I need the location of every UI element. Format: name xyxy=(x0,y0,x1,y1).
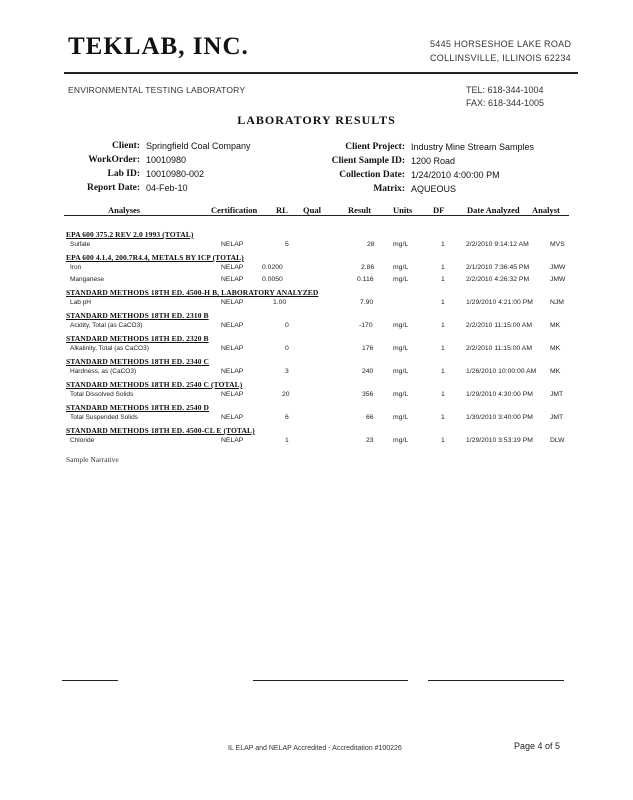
date-cell: 2/2/2010 11:15:00 AM xyxy=(466,345,533,352)
certification-cell: NELAP xyxy=(221,437,244,444)
date-cell: 2/2/2010 11:15:00 AM xyxy=(466,322,533,329)
df-cell: 1 xyxy=(441,437,445,444)
col-analyst: Analyst xyxy=(532,205,560,215)
certification-cell: NELAP xyxy=(221,276,244,283)
rl-cell: 6 xyxy=(285,414,289,421)
certification-cell: NELAP xyxy=(221,322,244,329)
fax: FAX: 618-344-1005 xyxy=(466,98,545,108)
accreditation-footer: IL ELAP and NELAP Accredited - Accreditation #100226 xyxy=(228,745,402,752)
sample-narrative: Sample Narrative xyxy=(66,455,119,464)
date-cell: 2/2/2010 4:26:32 PM xyxy=(466,276,530,283)
result-cell: -170 xyxy=(359,322,373,329)
df-cell: 1 xyxy=(441,241,445,248)
workorder-value: 10010980 xyxy=(146,155,187,165)
analyst-cell: JMW xyxy=(550,276,566,283)
units-cell: mg/L xyxy=(393,391,409,398)
units-cell: mg/L xyxy=(393,345,409,352)
col-units: Units xyxy=(393,205,413,215)
header-rule xyxy=(64,72,578,74)
certification-cell: NELAP xyxy=(221,264,244,271)
col-qual: Qual xyxy=(303,205,321,215)
page-title: LABORATORY RESULTS xyxy=(237,113,396,127)
certification-cell: NELAP xyxy=(221,241,244,248)
analyst-cell: JMW xyxy=(550,264,566,271)
report-date-value: 04-Feb-10 xyxy=(146,183,188,193)
signature-line xyxy=(428,680,564,681)
column-header-rule xyxy=(64,215,569,216)
certification-cell: NELAP xyxy=(221,391,244,398)
rl-cell: 0.0050 xyxy=(262,276,283,283)
analyte-name: Total Suspended Solids xyxy=(70,414,138,421)
method-heading: EPA 600 4.1.4, 200.7R4.4, METALS BY ICP (TOTAL) xyxy=(66,253,244,262)
rl-cell: 0.0200 xyxy=(262,264,283,271)
col-date-analyzed: Date Analyzed xyxy=(467,205,520,215)
workorder-label: WorkOrder: xyxy=(88,155,140,165)
df-cell: 1 xyxy=(441,368,445,375)
units-cell: mg/L xyxy=(393,437,409,444)
signature-line xyxy=(62,680,118,681)
analyst-cell: NJM xyxy=(550,299,564,306)
analyte-name: Hardness, as (CaCO3) xyxy=(70,368,137,375)
result-cell: 0.116 xyxy=(357,276,374,283)
analyst-cell: JMT xyxy=(550,391,564,398)
date-cell: 1/29/2010 4:30:00 PM xyxy=(466,391,533,398)
labid-label: Lab ID: xyxy=(107,169,140,179)
signature-line xyxy=(253,680,408,681)
col-rl: RL xyxy=(276,205,288,215)
certification-cell: NELAP xyxy=(221,414,244,421)
result-cell: 23 xyxy=(366,437,374,444)
date-cell: 1/29/2010 3:53:19 PM xyxy=(466,437,533,444)
result-cell: 2.86 xyxy=(361,264,375,271)
rl-cell: 3 xyxy=(285,368,289,375)
col-analyses: Analyses xyxy=(108,205,141,215)
date-cell: 2/2/2010 9:14:12 AM xyxy=(466,241,529,248)
collection-date-label: Collection Date: xyxy=(339,170,405,180)
units-cell: mg/L xyxy=(393,241,409,248)
analyte-name: Lab pH xyxy=(70,299,91,306)
analyst-cell: MK xyxy=(550,322,561,329)
analyst-cell: JMT xyxy=(550,414,564,421)
rl-cell: 1 xyxy=(285,437,289,444)
df-cell: 1 xyxy=(441,391,445,398)
analyst-cell: MVS xyxy=(550,241,565,248)
df-cell: 1 xyxy=(441,414,445,421)
collection-date-value: 1/24/2010 4:00:00 PM xyxy=(411,170,500,180)
units-cell: mg/L xyxy=(393,276,409,283)
date-cell: 1/26/2010 10:00:00 AM xyxy=(466,368,537,375)
sample-id-value: 1200 Road xyxy=(411,156,456,166)
units-cell: mg/L xyxy=(393,414,409,421)
df-cell: 1 xyxy=(441,276,445,283)
method-heading: STANDARD METHODS 18TH ED. 2540 D xyxy=(66,403,210,412)
certification-cell: NELAP xyxy=(221,299,244,306)
units-cell: mg/L xyxy=(393,368,409,375)
col-df: DF xyxy=(433,205,445,215)
method-heading: STANDARD METHODS 18TH ED. 2540 C (TOTAL) xyxy=(66,380,243,389)
address-line-2: COLLINSVILLE, ILLINOIS 62234 xyxy=(430,53,571,63)
result-cell: 176 xyxy=(362,345,374,352)
analyst-cell: MK xyxy=(550,345,561,352)
telephone: TEL: 618-344-1004 xyxy=(466,85,544,95)
result-cell: 28 xyxy=(367,241,375,248)
result-cell: 66 xyxy=(366,414,374,421)
method-heading: STANDARD METHODS 18TH ED. 4500-CL E (TOTAL) xyxy=(66,426,255,435)
analyte-name: Acidity, Total (as CaCO3) xyxy=(70,322,143,329)
address-line-1: 5445 HORSESHOE LAKE ROAD xyxy=(430,39,572,49)
rl-cell: 20 xyxy=(282,391,290,398)
df-cell: 1 xyxy=(441,264,445,271)
method-heading: STANDARD METHODS 18TH ED. 2310 B xyxy=(66,311,209,320)
method-heading: STANDARD METHODS 18TH ED. 4500-H B, LABORATORY ANALYZED xyxy=(66,288,319,297)
page-number: Page 4 of 5 xyxy=(514,741,561,751)
method-heading: STANDARD METHODS 18TH ED. 2320 B xyxy=(66,334,209,343)
matrix-label: Matrix: xyxy=(373,184,405,194)
analyte-name: Alkalinity, Total (as CaCO3) xyxy=(70,345,149,352)
certification-cell: NELAP xyxy=(221,368,244,375)
date-cell: 1/29/2010 4:21:00 PM xyxy=(466,299,533,306)
result-cell: 7.90 xyxy=(360,299,374,306)
units-cell: mg/L xyxy=(393,322,409,329)
date-cell: 2/1/2010 7:36:45 PM xyxy=(466,264,530,271)
analyst-cell: DLW xyxy=(550,437,565,444)
col-certification: Certification xyxy=(211,205,258,215)
df-cell: 1 xyxy=(441,299,445,306)
rl-cell: 0 xyxy=(285,345,289,352)
df-cell: 1 xyxy=(441,345,445,352)
method-heading: EPA 600 375.2 REV 2.0 1993 (TOTAL) xyxy=(66,230,194,239)
certification-cell: NELAP xyxy=(221,345,244,352)
df-cell: 1 xyxy=(441,322,445,329)
analyte-name: Total Dissolved Solids xyxy=(70,391,134,398)
analyst-cell: MK xyxy=(550,368,561,375)
rl-cell: 5 xyxy=(285,241,289,248)
rl-cell: 1.00 xyxy=(273,299,287,306)
department: ENVIRONMENTAL TESTING LABORATORY xyxy=(68,85,246,95)
analyte-name: Sulfate xyxy=(70,241,91,248)
analyte-name: Chloride xyxy=(70,437,95,444)
result-cell: 356 xyxy=(362,391,374,398)
sample-id-label: Client Sample ID: xyxy=(331,156,405,166)
project-label: Client Project: xyxy=(345,142,405,152)
method-heading: STANDARD METHODS 18TH ED. 2340 C xyxy=(66,357,210,366)
analyte-name: Manganese xyxy=(70,276,104,283)
matrix-value: AQUEOUS xyxy=(411,184,457,194)
report-date-label: Report Date: xyxy=(86,183,140,193)
client-value: Springfield Coal Company xyxy=(146,141,251,151)
client-label: Client: xyxy=(112,141,140,151)
company-logo: TEKLAB, INC. xyxy=(68,33,249,60)
col-result: Result xyxy=(348,205,372,215)
analyte-name: Iron xyxy=(70,264,82,271)
date-cell: 1/30/2010 3:40:00 PM xyxy=(466,414,533,421)
project-value: Industry Mine Stream Samples xyxy=(411,142,535,152)
units-cell: mg/L xyxy=(393,264,409,271)
rl-cell: 0 xyxy=(285,322,289,329)
labid-value: 10010980-002 xyxy=(146,169,205,179)
result-cell: 240 xyxy=(362,368,374,375)
